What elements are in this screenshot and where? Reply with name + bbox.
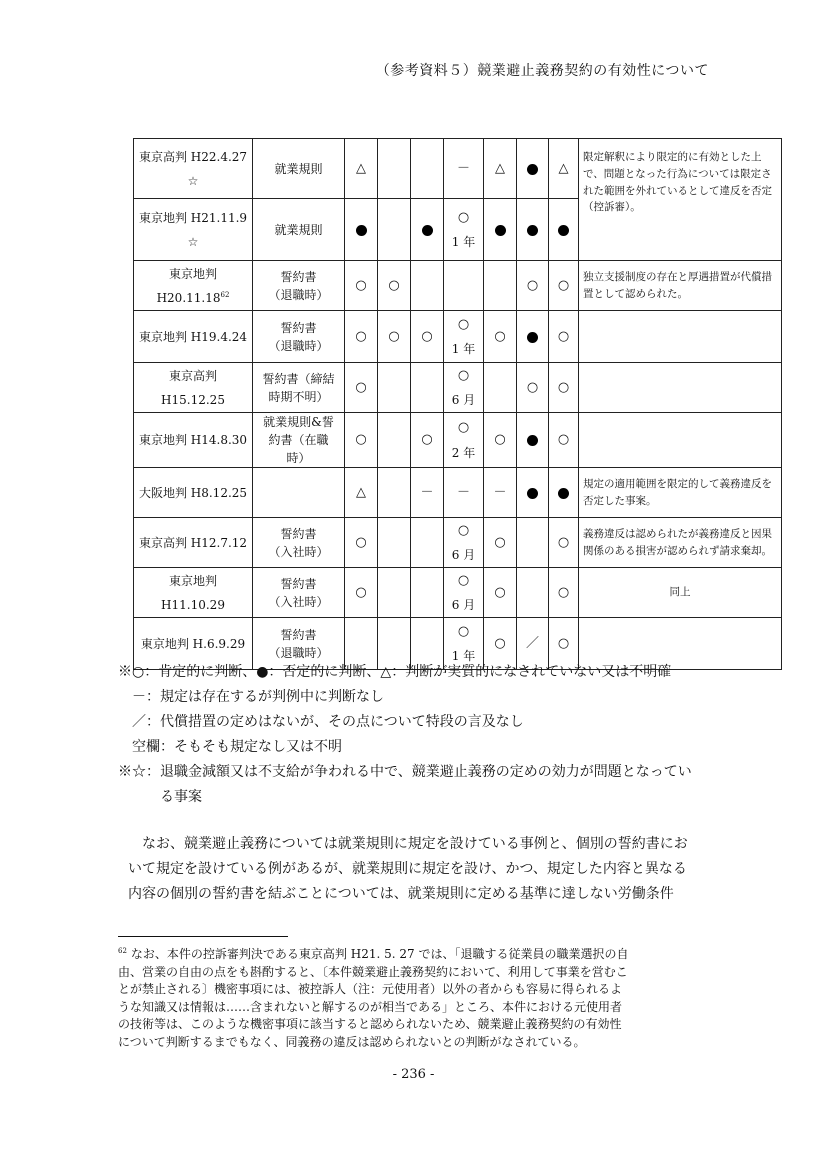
mark-cell [444, 139, 484, 199]
mark-cell [345, 199, 378, 261]
mark-cell [345, 261, 378, 311]
mark-cell [378, 139, 411, 199]
page-header: （参考資料５）競業避止義務契約の有効性について [375, 63, 709, 79]
mark-cell [411, 199, 444, 261]
case-cell [134, 199, 253, 261]
mark-cell [444, 518, 484, 568]
rule-cell [253, 468, 345, 518]
note-cell: 独立支援制度の存在と厚遇措置が代償措置として認められた。 [579, 261, 782, 311]
mark-cell [411, 413, 444, 468]
mark: ○ [557, 534, 570, 550]
mark: ○ [388, 277, 400, 293]
rule-cell: 誓約書 （入社時） [253, 518, 345, 568]
mark-cell [378, 518, 411, 568]
mark-cell [517, 363, 549, 413]
mark-cell [345, 518, 378, 568]
footnote-line: の技術等は、このような機密事項に該当すると認められないため、競業避止義務契約の有効性 [118, 1017, 622, 1031]
legend-line: 空欄：そもそも規定なし又は不明 [118, 739, 342, 755]
mark: ○ [457, 420, 470, 436]
note-cell [579, 363, 782, 413]
case-date: H20.11.18 [156, 290, 221, 305]
case-cell [134, 518, 253, 568]
page-number: - 236 - [392, 1067, 435, 1082]
mark-cell [378, 413, 411, 468]
mark-cell [484, 199, 517, 261]
mark-cell [549, 139, 579, 199]
mark-cell [549, 518, 579, 568]
period-label: 2 年 [451, 445, 476, 460]
period-label: 1 年 [451, 235, 476, 250]
mark-cell [484, 311, 517, 363]
legend [118, 660, 718, 810]
note-cell: 義務違反は認められたが義務違反と因果関係のある損害が認められず請求棄却。 [579, 518, 782, 568]
mark: ○ [457, 367, 470, 383]
mark-cell [345, 468, 378, 518]
footnote [118, 943, 718, 1051]
mark-cell [444, 261, 484, 311]
mark: ○ [457, 522, 470, 538]
mark: ○ [355, 432, 367, 448]
footnote-line: $^{62}$ なお、本件の控訴審判決である東京高判 H21. 5. 27 では、「退職する従業員の職業選択の自 [118, 947, 629, 961]
mark-cell [378, 199, 411, 261]
filled-circle-mark [558, 225, 569, 236]
table-row [134, 261, 782, 311]
mark: ○ [526, 379, 539, 395]
mark-cell [549, 363, 579, 413]
mark-cell [484, 363, 517, 413]
mark: ○ [355, 584, 367, 600]
case-name: 東京地判 H.6.9.29 [140, 636, 246, 651]
mark-cell [517, 413, 549, 468]
mark-cell [517, 199, 549, 261]
mark-cell [444, 199, 484, 261]
mark-cell [484, 139, 517, 199]
table-row [134, 413, 782, 468]
footnote-line: について判断するまでもなく、同義務の違反は認められないとの判断がなされている。 [118, 1034, 586, 1049]
footnote-ref: 62 [220, 290, 230, 299]
mark: ○ [494, 635, 506, 651]
mark-cell [444, 413, 484, 468]
legend-line: ／：代償措置の定めはないが、その点について特段の言及なし [118, 714, 524, 730]
note-cell [579, 311, 782, 363]
case-table [133, 138, 782, 670]
filled-circle-mark [527, 164, 538, 175]
mark-cell [444, 311, 484, 363]
footnote-line: とが禁止される〕機密事項には、被控訴人（注：元使用者）以外の者からも容易に得られるよ [118, 982, 623, 996]
mark: － [420, 484, 434, 500]
note-cell [579, 413, 782, 468]
period-label: 6 月 [451, 548, 476, 563]
mark: ○ [557, 432, 570, 448]
mark: ○ [557, 277, 570, 293]
mark: △ [495, 160, 505, 176]
mark-cell [378, 261, 411, 311]
mark-cell [345, 363, 378, 413]
paragraph-line: 内容の個別の誓約書を結ぶことについては、就業規則に定める基準に達しない労働条件 [128, 886, 674, 902]
mark: ○ [421, 432, 433, 448]
mark-cell [549, 468, 579, 518]
mark-cell [411, 139, 444, 199]
footnote-mark: 62 [118, 947, 127, 955]
period-label: 1 年 [451, 342, 476, 357]
rule-cell: 誓約書 （退職時） [253, 261, 345, 311]
mark-cell [517, 518, 549, 568]
mark: ○ [355, 379, 367, 395]
case-cell [134, 261, 253, 311]
mark: ○ [457, 623, 470, 639]
filled-circle-mark [558, 488, 569, 499]
mark: ○ [526, 277, 539, 293]
mark-cell [345, 413, 378, 468]
mark-cell [517, 468, 549, 518]
legend-line: る事案 [118, 789, 202, 805]
legend-line: －：規定は存在するが判例中に判断なし [118, 689, 384, 705]
table-row [134, 311, 782, 363]
mark-cell [517, 311, 549, 363]
mark: ○ [457, 209, 470, 225]
mark: ○ [494, 584, 506, 600]
mark-cell [549, 413, 579, 468]
legend-line: ※☆：退職金減額又は不支給が争われる中で、競業避止義務の定めの効力が問題となってい [118, 764, 692, 780]
filled-circle-mark [527, 332, 538, 343]
case-name: 東京地判 [168, 573, 217, 588]
case-name: 東京地判 H19.4.24 [138, 329, 248, 344]
mark-cell [444, 468, 484, 518]
table-row [134, 518, 782, 568]
mark-cell [411, 311, 444, 363]
mark-cell [378, 363, 411, 413]
case-name: 東京地判 [168, 266, 217, 281]
mark-cell [345, 311, 378, 363]
mark-cell [517, 568, 549, 618]
filled-circle-mark [356, 225, 367, 236]
mark-cell [411, 568, 444, 618]
mark: ○ [355, 277, 367, 293]
table-row [134, 568, 782, 618]
mark-cell [549, 568, 579, 618]
mark-cell [411, 468, 444, 518]
rule-cell: 就業規則 [253, 199, 345, 261]
rule-cell: 就業規則 [253, 139, 345, 199]
filled-circle-mark [527, 488, 538, 499]
case-cell [134, 139, 253, 199]
mark: ○ [557, 328, 570, 344]
mark-cell [484, 261, 517, 311]
rule-cell: 就業規則&誓 約書（在職 時） [253, 413, 345, 468]
mark: ○ [457, 572, 470, 588]
mark-cell [549, 261, 579, 311]
case-cell [134, 568, 253, 618]
table-row [134, 468, 782, 518]
case-name: 東京高判 H12.7.12 [138, 535, 248, 550]
mark: ○ [494, 328, 506, 344]
mark: ○ [421, 328, 433, 344]
paragraph-line: いて規定を設けている例があるが、就業規則に規定を設け、かつ、規定した内容と異なる [128, 861, 687, 877]
note-cell: 同上 [579, 568, 782, 618]
rule-cell: 誓約書 （退職時） [253, 311, 345, 363]
footnote-divider [118, 936, 288, 937]
rule-cell: 誓約書 （入社時） [253, 568, 345, 618]
mark-cell [378, 468, 411, 518]
mark: ○ [355, 328, 367, 344]
case-name: 東京高判 [168, 368, 217, 383]
mark: ○ [457, 316, 470, 332]
case-name: 大阪地判 H8.12.25 [138, 485, 248, 500]
filled-circle-mark [495, 225, 506, 236]
case-name: 東京地判 H14.8.30 [138, 433, 248, 447]
mark: ○ [557, 379, 570, 395]
footnote-line: うな知識又は情報は……含まれないと解するのが相当である」ところ、本件における元使用者 [118, 999, 623, 1014]
mark: △ [356, 160, 366, 176]
mark-cell [484, 413, 517, 468]
mark: △ [558, 160, 569, 176]
mark: ○ [388, 328, 400, 344]
mark-cell [411, 261, 444, 311]
mark-cell [484, 468, 517, 518]
table-row [134, 139, 782, 199]
mark-cell [549, 311, 579, 363]
mark-cell [484, 518, 517, 568]
mark: ○ [557, 635, 570, 651]
case-cell [134, 413, 253, 468]
mark-cell [444, 568, 484, 618]
paragraph-line: なお、競業避止義務については就業規則に規定を設けている事例と、個別の誓約書にお [128, 836, 688, 852]
mark-cell [444, 363, 484, 413]
mark-cell [549, 199, 579, 261]
legend-line: ※○：肯定的に判断、●：否定的に判断、△：判断が実質的になされていない又は不明確 [118, 664, 672, 680]
filled-circle-mark [527, 435, 538, 446]
footnote-line: 由、営業の自由の点をも斟酌すると、〔本件競業避止義務契約において、利用して事業を営むこ [118, 964, 628, 979]
case-date: ☆ [187, 234, 199, 249]
mark: ○ [494, 534, 506, 550]
case-cell [134, 311, 253, 363]
mark-cell [517, 139, 549, 199]
table-row [134, 363, 782, 413]
mark-cell [378, 568, 411, 618]
rule-cell: 誓約書（締結 時期不明） [253, 363, 345, 413]
mark: － [456, 160, 470, 176]
note-cell: 限定解釈により限定的に有効とした上で、問題となった行為については限定された範囲を外れているとして違反を否定（控訴審）。 [579, 139, 782, 261]
mark-cell [345, 139, 378, 199]
note-cell: 規定の適用範囲を限定的して義務違反を否定した事案。 [579, 468, 782, 518]
mark: ○ [557, 584, 570, 600]
case-name: 東京地判 H21.11.9 [138, 210, 248, 225]
period-label: 6 月 [451, 598, 476, 613]
filled-circle-mark [422, 225, 433, 236]
period-label: 6 月 [451, 393, 476, 408]
period-label: 1 年 [451, 649, 476, 664]
mark-cell [345, 568, 378, 618]
filled-circle-mark [527, 225, 538, 236]
case-date: ☆ [187, 173, 199, 188]
case-date: H11.10.29 [161, 597, 225, 612]
mark: ／ [525, 635, 539, 651]
mark: ○ [355, 534, 367, 550]
mark-cell [484, 568, 517, 618]
mark: － [493, 484, 507, 500]
mark-cell [411, 518, 444, 568]
mark: － [456, 484, 470, 500]
rule-cell: 誓約書 （退職時） [253, 618, 345, 670]
mark: ○ [494, 432, 506, 448]
mark-cell [411, 363, 444, 413]
case-cell [134, 363, 253, 413]
mark-cell [517, 261, 549, 311]
mark: △ [356, 484, 366, 500]
case-cell [134, 468, 253, 518]
body-paragraph [128, 832, 714, 907]
case-name: 東京高判 H22.4.27 [138, 149, 248, 164]
case-date: H15.12.25 [161, 392, 225, 407]
mark-cell [378, 311, 411, 363]
